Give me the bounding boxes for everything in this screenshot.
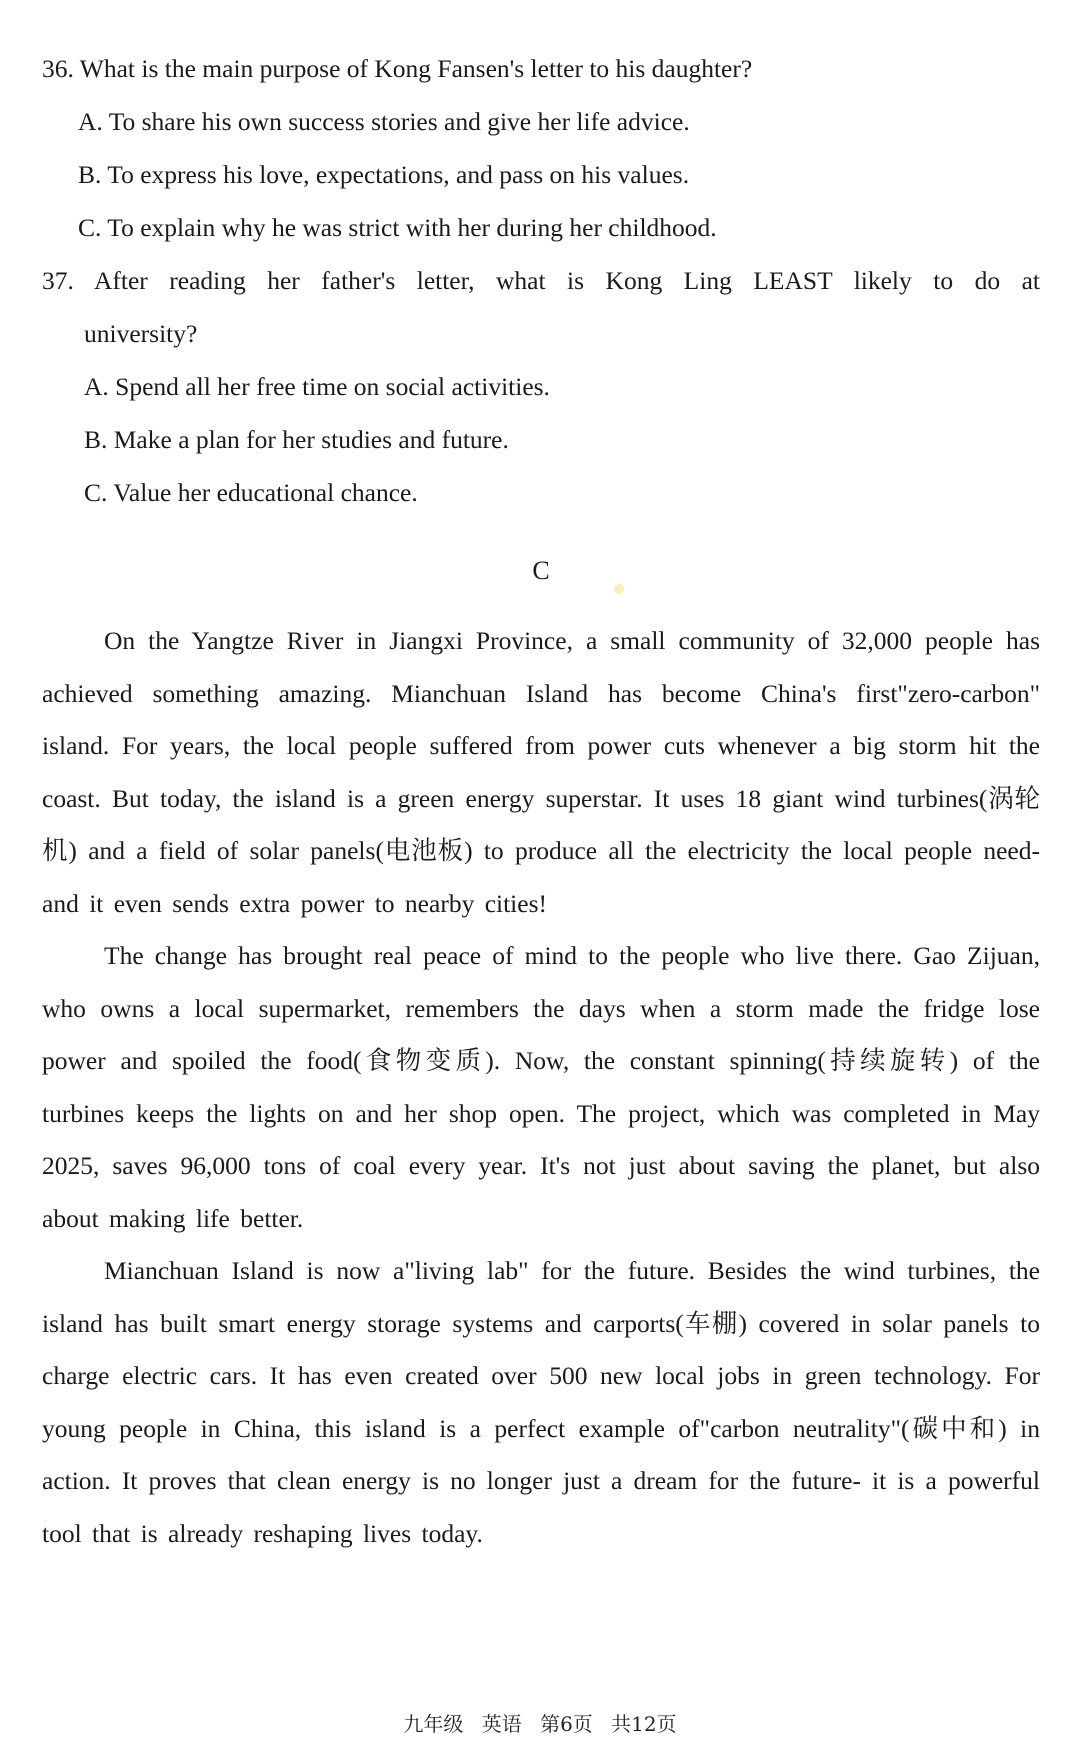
- page-footer: [0, 1708, 1080, 1737]
- question-36-option-b: B. To express his love, expectations, and pass on his values.: [78, 160, 690, 189]
- question-36-stem: 36. What is the main purpose of Kong Fansen's letter to his daughter?: [42, 54, 753, 83]
- question-37: [42, 254, 1040, 519]
- exam-page: [42, 42, 1040, 1560]
- question-37-stem-line1: 37. After reading her father's letter, what is Kong Ling LEAST likely to do at: [42, 266, 1040, 295]
- reading-passage: [42, 615, 1040, 1560]
- question-37-option-b: B. Make a plan for her studies and future.: [84, 425, 509, 454]
- passage-paragraph-2: The change has brought real peace of mind to the people who live there. Gao Zijuan, who owns a local supermarket, remembers the days when a storm made the fridge lose power and spoiled the food(食物变质). Now, the constant spinning(持续旋转) of the turbines keeps the lights on and her shop open. The project, which was completed in May 2025, saves 96,000 tons of coal every year. It's not just about saving the planet, but also about making life better.: [42, 941, 1040, 1233]
- footer-grade: 九年级: [403, 1712, 464, 1736]
- footer-total-pages: 共12页: [611, 1712, 677, 1736]
- question-36: [42, 42, 1040, 254]
- highlight-mark: [614, 584, 624, 594]
- question-37-option-a: A. Spend all her free time on social activities.: [84, 372, 550, 401]
- section-title: C: [532, 556, 550, 585]
- footer-page-number: 第6页: [540, 1712, 593, 1736]
- footer-subject: 英语: [481, 1712, 522, 1736]
- question-37-option-c: C. Value her educational chance.: [84, 478, 418, 507]
- passage-paragraph-1: On the Yangtze River in Jiangxi Province, a small community of 32,000 people has achieved something amazing. Mianchuan Island has become China's first"zero-carbon" island. For years, the local people suffered from power cuts whenever a big storm hit the coast. But today, the island is a green energy superstar. It uses 18 giant wind turbines(涡轮机) and a field of solar panels(电池板) to produce all the electricity the local people need- and it even sends extra power to nearby cities!: [42, 626, 1040, 918]
- question-36-option-c: C. To explain why he was strict with her during her childhood.: [78, 213, 717, 242]
- passage-paragraph-3: Mianchuan Island is now a"living lab" for the future. Besides the wind turbines, the island has built smart energy storage systems and carports(车棚) covered in solar panels to charge electric cars. It has even created over 500 new local jobs in green technology. For young people in China, this island is a perfect example of"carbon neutrality"(碳中和) in action. It proves that clean energy is no longer just a dream for the future- it is a powerful tool that is already reshaping lives today.: [42, 1256, 1040, 1548]
- question-36-option-a: A. To share his own success stories and give her life advice.: [78, 107, 690, 136]
- question-37-stem-line2: university?: [84, 319, 198, 348]
